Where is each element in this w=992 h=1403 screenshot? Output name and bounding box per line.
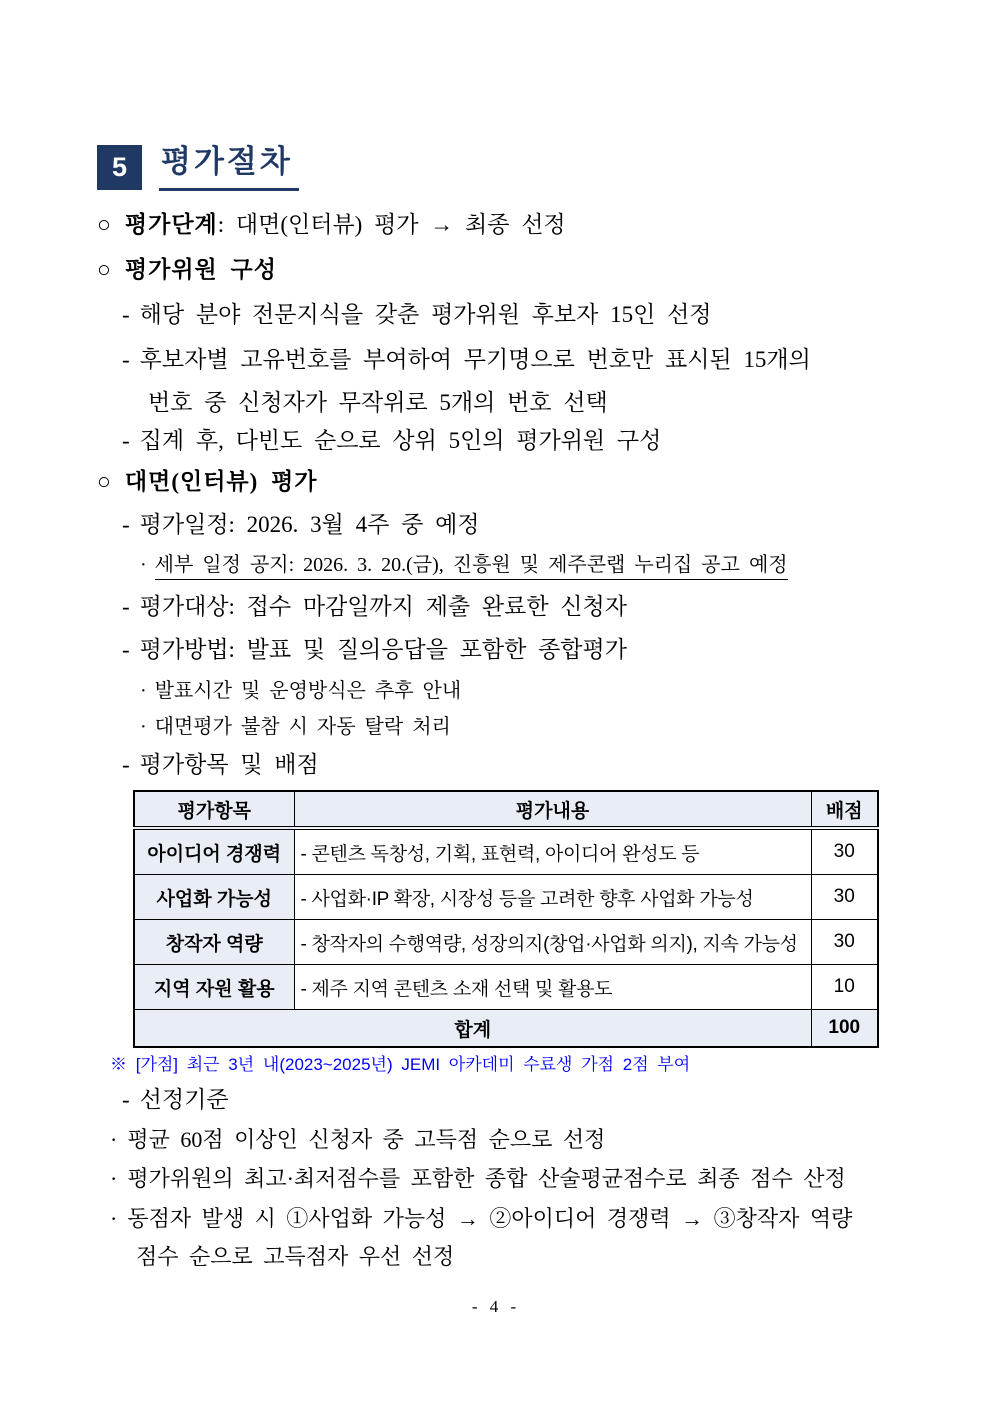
dot-bullet: · — [140, 554, 147, 576]
cell-item: 지역 자원 활용 — [134, 965, 294, 1010]
table-row — [134, 965, 878, 1010]
table-row — [134, 828, 878, 875]
dot-bullet: · — [110, 1166, 118, 1191]
line-eval-step — [97, 210, 566, 240]
line-committee-2-cont — [148, 388, 608, 418]
line-committee-1 — [122, 300, 712, 330]
line-label: 대면(인터뷰) 평가 — [124, 469, 318, 494]
line-method-detail-2 — [140, 714, 451, 740]
line-text: 평가대상: 접수 마감일까지 제출 완료한 신청자 — [139, 594, 627, 619]
line-text: 번호 중 신청자가 무작위로 5개의 번호 선택 — [148, 390, 608, 415]
line-criteria-heading — [122, 1085, 229, 1115]
line-committee-2 — [122, 345, 811, 375]
section-title: 평가절차 — [159, 145, 299, 191]
line-criteria-3-cont — [136, 1243, 454, 1271]
line-text: 점수 순으로 고득점자 우선 선정 — [136, 1244, 455, 1269]
line-text: : 대면(인터뷰) 평가 → 최종 선정 — [217, 212, 566, 237]
cell-item: 사업화 가능성 — [134, 875, 294, 920]
dash-bullet: - — [122, 752, 130, 777]
line-label: 평가위원 구성 — [124, 257, 277, 282]
line-schedule-detail — [140, 552, 788, 578]
dash-bullet: - — [122, 594, 130, 619]
line-method-detail-1 — [140, 678, 461, 704]
section-number: 5 — [111, 152, 128, 182]
dash-bullet: - — [122, 347, 130, 372]
table-header-row — [134, 791, 878, 828]
line-text: 해당 분야 전문지식을 갖춘 평가위원 후보자 15인 선정 — [139, 302, 712, 327]
line-committee-heading — [97, 255, 277, 285]
line-text: 발표시간 및 운영방식은 추후 안내 — [154, 680, 462, 702]
dash-bullet: - — [122, 637, 130, 662]
cell-desc: - 사업화·IP 확장, 시장성 등을 고려한 향후 사업화 가능성 — [294, 875, 811, 920]
line-eval-items — [122, 750, 319, 780]
evaluation-table — [133, 790, 879, 1048]
cell-score: 10 — [811, 965, 878, 1010]
total-score: 100 — [811, 1010, 878, 1048]
cell-score: 30 — [811, 828, 878, 875]
circle-bullet: ○ — [97, 257, 111, 282]
line-label: 평가단계 — [124, 212, 218, 237]
cell-desc: - 제주 지역 콘텐츠 소재 선택 및 활용도 — [294, 965, 811, 1010]
total-label: 합계 — [134, 1010, 811, 1048]
dot-bullet: · — [140, 716, 147, 738]
line-text-underlined: 세부 일정 공지: 2026. 3. 20.(금), 진흥원 및 제주콘랩 누리집 공고 예정 — [155, 554, 788, 580]
dash-bullet: - — [122, 512, 130, 537]
cell-desc: - 콘텐츠 독창성, 기획, 표현력, 아이디어 완성도 등 — [294, 828, 811, 875]
line-text: 평가방법: 발표 및 질의응답을 포함한 종합평가 — [139, 637, 627, 662]
dot-bullet: · — [110, 1206, 118, 1231]
cell-item: 창작자 역량 — [134, 920, 294, 965]
dot-bullet: · — [140, 680, 147, 702]
line-text: 평균 60점 이상인 신청자 중 고득점 순으로 선정 — [127, 1127, 606, 1152]
col-header-score: 배점 — [811, 791, 878, 828]
section-number-box — [97, 145, 142, 190]
line-text: 평가항목 및 배점 — [139, 752, 319, 777]
dot-bullet: · — [110, 1127, 118, 1152]
col-header-item: 평가항목 — [134, 791, 294, 828]
line-eval-method — [122, 635, 627, 665]
line-text: 집계 후, 다빈도 순으로 상위 5인의 평가위원 구성 — [139, 428, 662, 453]
line-criteria-2 — [110, 1165, 846, 1193]
table-total-row — [134, 1010, 878, 1048]
cell-score: 30 — [811, 875, 878, 920]
line-criteria-3 — [110, 1205, 852, 1233]
line-eval-target — [122, 592, 627, 622]
cell-item: 아이디어 경쟁력 — [134, 828, 294, 875]
cell-desc: - 창작자의 수행역량, 성장의지(창업·사업화 의지), 지속 가능성 — [294, 920, 811, 965]
line-criteria-1 — [110, 1126, 605, 1154]
cell-score: 30 — [811, 920, 878, 965]
dash-bullet: - — [122, 302, 130, 327]
bonus-note: ※ [가점] 최근 3년 내(2023~2025년) JEMI 아카데미 수료생 가점 2점 부여 — [110, 1055, 691, 1074]
dash-bullet: - — [122, 428, 130, 453]
circle-bullet: ○ — [97, 212, 111, 237]
line-text: 후보자별 고유번호를 부여하여 무기명으로 번호만 표시된 15개의 — [139, 347, 811, 372]
line-text: 평가위원의 최고·최저점수를 포함한 종합 산술평균점수로 최종 점수 산정 — [127, 1166, 846, 1191]
line-eval-schedule — [122, 510, 480, 540]
section-header — [97, 145, 299, 191]
table-row — [134, 920, 878, 965]
col-header-desc: 평가내용 — [294, 791, 811, 828]
dash-bullet: - — [122, 1087, 130, 1112]
line-text: 평가일정: 2026. 3월 4주 중 예정 — [139, 512, 480, 537]
evaluation-table-wrapper — [133, 790, 877, 1048]
line-text: 대면평가 불참 시 자동 탈락 처리 — [154, 716, 451, 738]
line-committee-3 — [122, 426, 661, 456]
table-row — [134, 875, 878, 920]
circle-bullet: ○ — [97, 469, 111, 494]
line-text: 선정기준 — [139, 1087, 229, 1112]
line-interview-heading — [97, 467, 318, 497]
line-text: 동점자 발생 시 ①사업화 가능성 → ②아이디어 경쟁력 → ③창작자 역량 — [127, 1206, 853, 1231]
page-number: - 4 - — [471, 1297, 521, 1316]
